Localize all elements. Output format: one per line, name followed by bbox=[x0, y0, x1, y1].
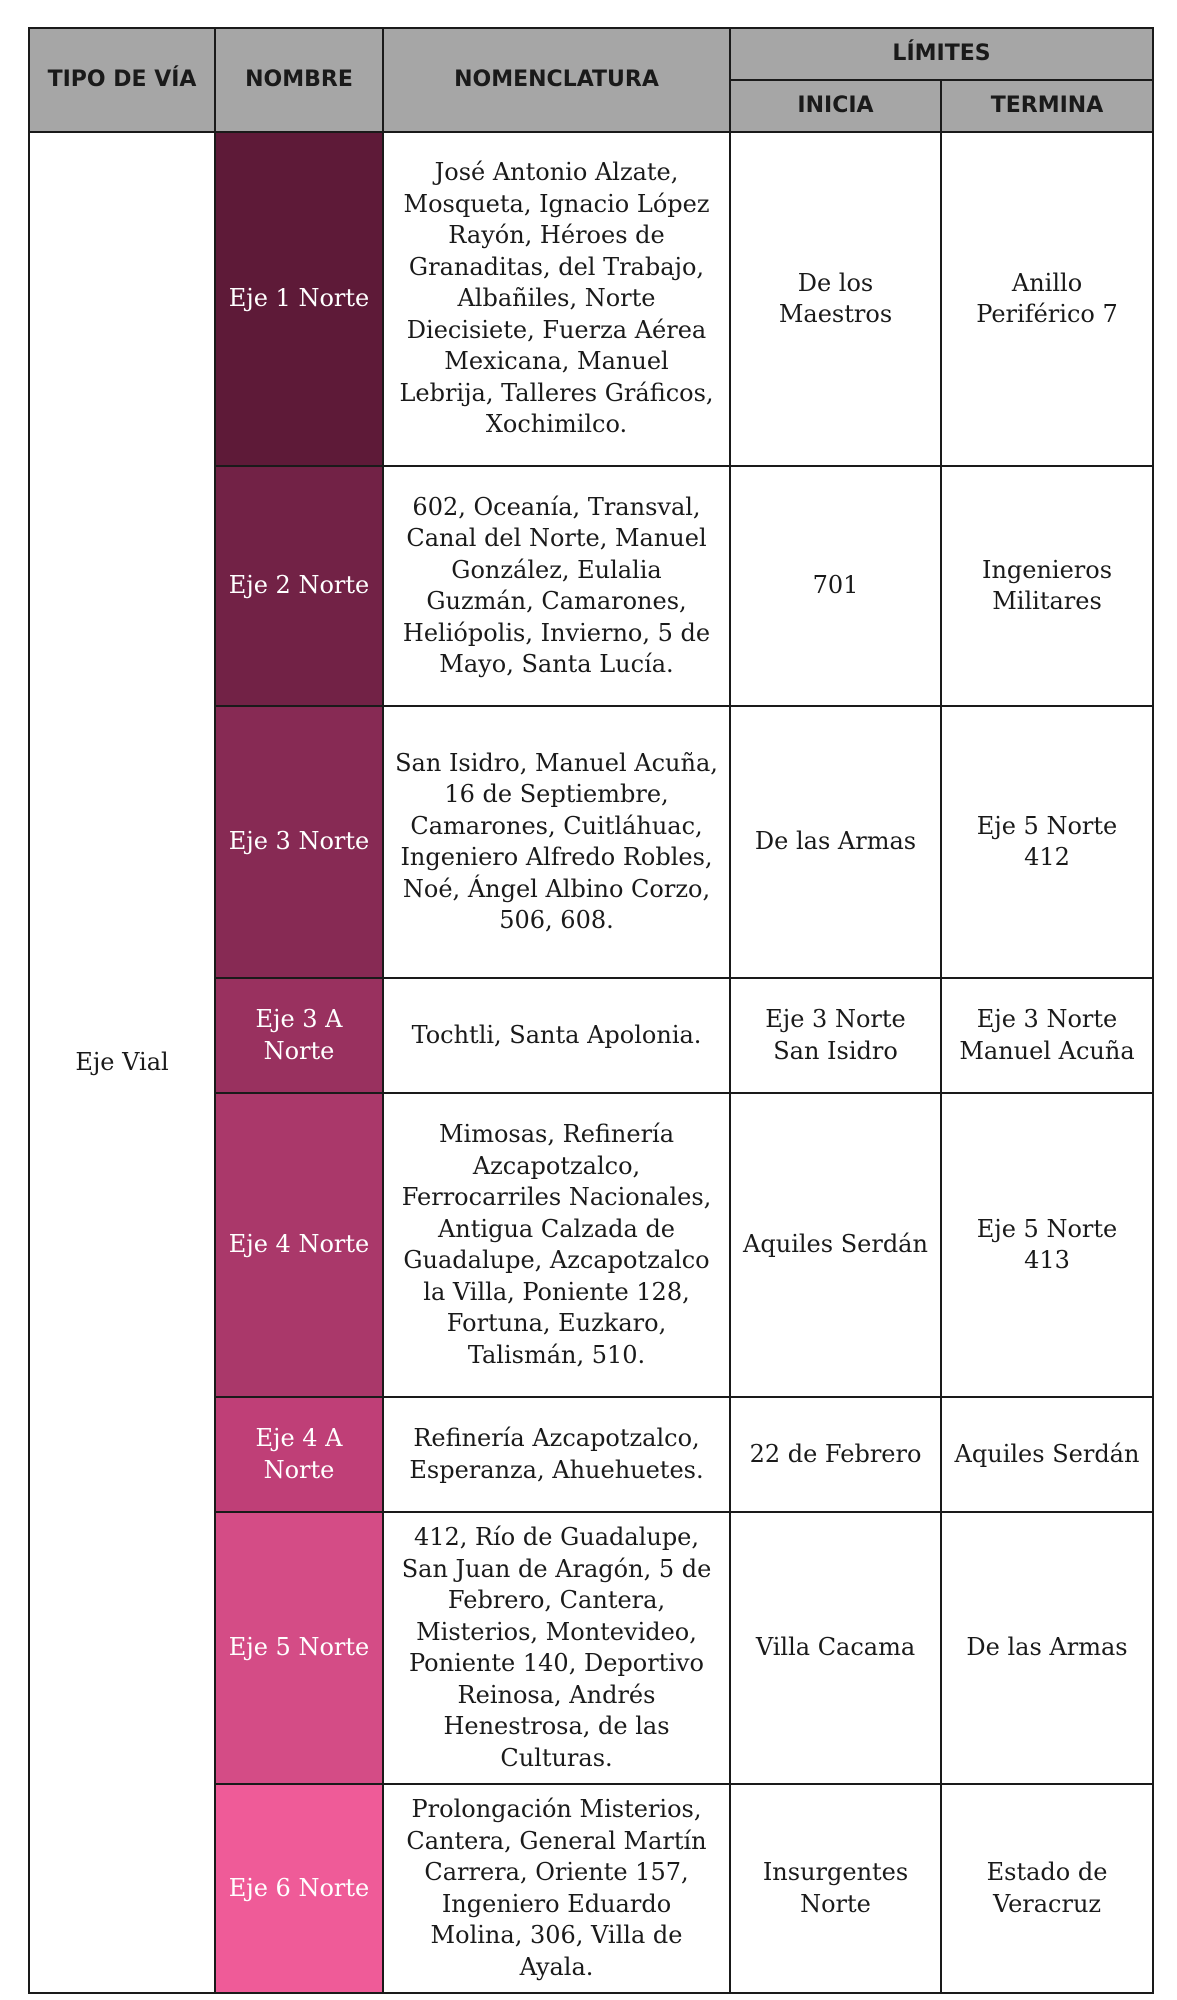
inicia-cell: Insurgentes Norte bbox=[730, 1784, 941, 1993]
termina-cell: Aquiles Serdán bbox=[941, 1397, 1153, 1512]
termina-cell: Ingenieros Militares bbox=[941, 466, 1153, 706]
termina-cell: De las Armas bbox=[941, 1512, 1153, 1784]
name-cell: Eje 4 A Norte bbox=[215, 1397, 383, 1512]
inicia-cell: De las Armas bbox=[730, 706, 941, 978]
inicia-cell: Aquiles Serdán bbox=[730, 1093, 941, 1397]
nomenclatura-cell: José Antonio Alzate, Mosqueta, Ignacio López Rayón, Héroes de Granaditas, del Trabajo, Albañiles, Norte Diecisiete, Fuerza Aérea Mexicana, Manuel Lebrija, Talleres Gráficos, Xochimilco. bbox=[383, 132, 730, 466]
termina-cell: Eje 5 Norte 412 bbox=[941, 706, 1153, 978]
nomenclatura-cell: 602, Oceanía, Transval, Canal del Norte, Manuel González, Eulalia Guzmán, Camarones, Heliópolis, Invierno, 5 de Mayo, Santa Lucía. bbox=[383, 466, 730, 706]
name-cell: Eje 2 Norte bbox=[215, 466, 383, 706]
header-nomenclatura: NOMENCLATURA bbox=[383, 28, 730, 132]
name-cell: Eje 3 Norte bbox=[215, 706, 383, 978]
header-limites: LÍMITES bbox=[730, 28, 1153, 80]
termina-cell: Eje 3 Norte Manuel Acuña bbox=[941, 978, 1153, 1093]
tipo-via-label: Eje Vial bbox=[75, 1047, 169, 1076]
nomenclatura-cell: Mimosas, Refinería Azcapotzalco, Ferrocarriles Nacionales, Antigua Calzada de Guadalupe, Azcapotzalco la Villa, Poniente 128, Fortuna, Euzkaro, Talismán, 510. bbox=[383, 1093, 730, 1397]
nomenclatura-cell: Prolongación Misterios, Cantera, General Martín Carrera, Oriente 157, Ingeniero Eduardo Molina, 306, Villa de Ayala. bbox=[383, 1784, 730, 1993]
inicia-cell: 22 de Febrero bbox=[730, 1397, 941, 1512]
name-cell: Eje 5 Norte bbox=[215, 1512, 383, 1784]
table-row bbox=[29, 132, 1153, 466]
name-cell: Eje 3 A Norte bbox=[215, 978, 383, 1093]
inicia-cell: Villa Cacama bbox=[730, 1512, 941, 1784]
name-cell: Eje 6 Norte bbox=[215, 1784, 383, 1993]
tipo-via-cell bbox=[29, 132, 215, 1993]
inicia-cell: De los Maestros bbox=[730, 132, 941, 466]
nomenclatura-cell: Refinería Azcapotzalco, Esperanza, Ahuehuetes. bbox=[383, 1397, 730, 1512]
inicia-cell: Eje 3 Norte San Isidro bbox=[730, 978, 941, 1093]
nomenclatura-cell: Tochtli, Santa Apolonia. bbox=[383, 978, 730, 1093]
header-tipo: TIPO DE VÍA bbox=[29, 28, 215, 132]
termina-cell: Eje 5 Norte 413 bbox=[941, 1093, 1153, 1397]
name-cell: Eje 4 Norte bbox=[215, 1093, 383, 1397]
header-inicia: INICIA bbox=[730, 80, 941, 132]
nomenclatura-cell: San Isidro, Manuel Acuña, 16 de Septiembre, Camarones, Cuitláhuac, Ingeniero Alfredo Robles, Noé, Ángel Albino Corzo, 506, 608. bbox=[383, 706, 730, 978]
inicia-cell: 701 bbox=[730, 466, 941, 706]
termina-cell: Estado de Veracruz bbox=[941, 1784, 1153, 1993]
header-nombre: NOMBRE bbox=[215, 28, 383, 132]
name-cell: Eje 1 Norte bbox=[215, 132, 383, 466]
header-termina: TERMINA bbox=[941, 80, 1153, 132]
termina-cell: Anillo Periférico 7 bbox=[941, 132, 1153, 466]
road-table bbox=[28, 27, 1154, 1994]
nomenclatura-cell: 412, Río de Guadalupe, San Juan de Aragón, 5 de Febrero, Cantera, Misterios, Montevideo, Poniente 140, Deportivo Reinosa, Andrés Henestrosa, de las Culturas. bbox=[383, 1512, 730, 1784]
